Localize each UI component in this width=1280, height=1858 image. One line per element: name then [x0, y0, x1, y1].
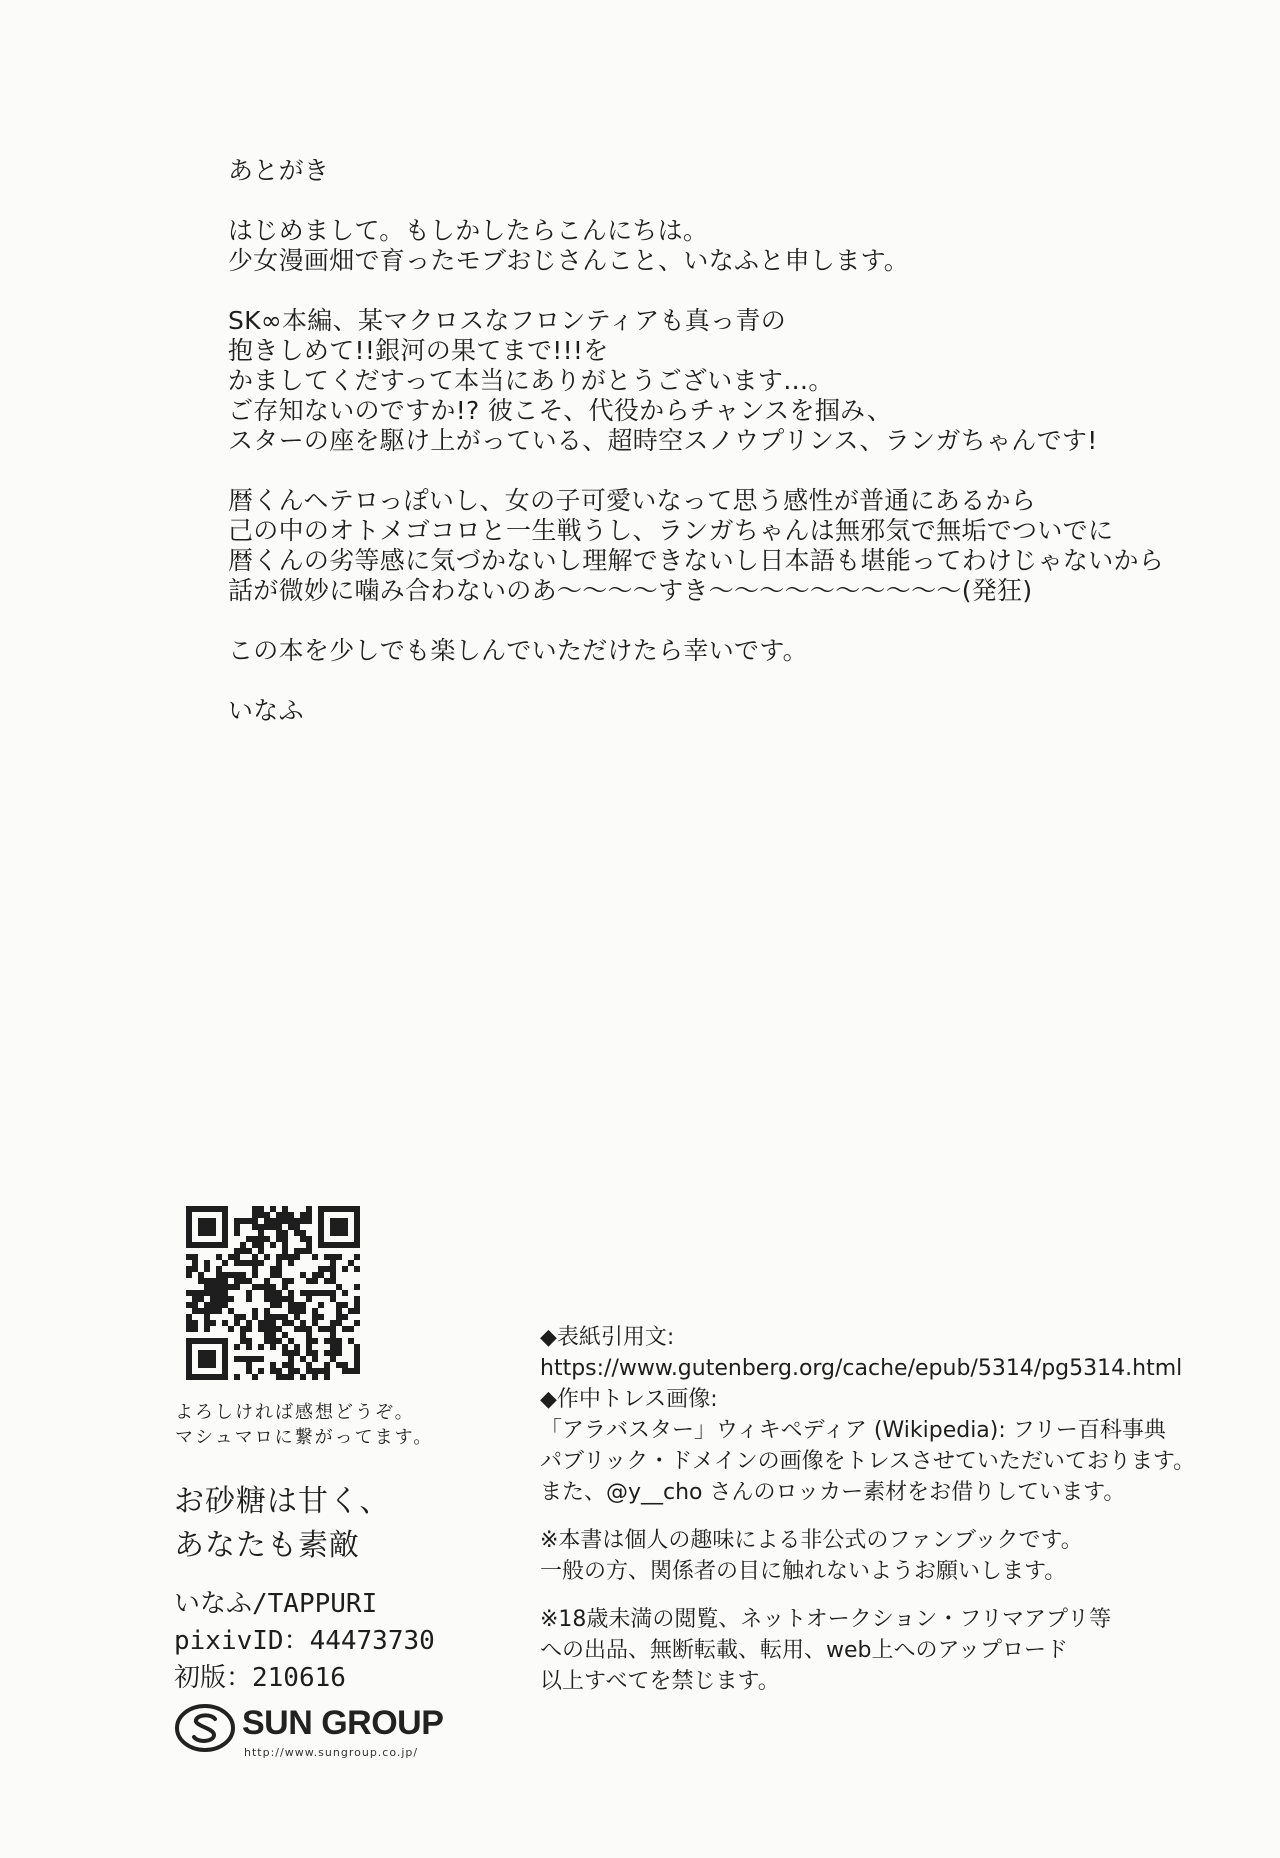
author-circle: いなふ/TAPPURI	[174, 1589, 378, 1619]
qr-caption-line: よろしければ感想どうぞ。	[175, 1402, 415, 1423]
text-line: への出品、無断転載、転用、web上へのアップロード	[540, 1638, 1068, 1663]
book-title	[174, 1480, 514, 1568]
book-title-line: お砂糖は甘く、	[174, 1484, 391, 1519]
text-line: パブリック・ドメインの画像をトレスさせていただいております。	[540, 1449, 1196, 1474]
printer-url: http://www.sungroup.co.jp/	[244, 1746, 419, 1759]
afterword-paragraph-1	[228, 216, 1228, 276]
qr-code-icon[interactable]	[186, 1206, 360, 1380]
text-line: 己の中のオトメゴコロと一生戦うし、ランガちゃんは無邪気で無垢でついでに	[228, 516, 1114, 545]
text-line: また、@y__cho さんのロッカー素材をお借りしています。	[540, 1480, 1126, 1505]
colophon	[174, 1586, 514, 1697]
qr-caption-line: マシュマロに繋がってます。	[175, 1427, 434, 1448]
text-line: スターの座を駆け上がっている、超時空スノウプリンス、ランガちゃんです!	[228, 426, 1098, 455]
afterword-paragraph-3	[228, 486, 1228, 606]
sun-group-logo-icon	[174, 1702, 236, 1754]
text-line: この本を少しでも楽しんでいただけたら幸いです。	[228, 636, 808, 665]
text-line: 抱きしめて!!銀河の果てまで!!!を	[228, 336, 609, 365]
text-line: ※本書は個人の趣味による非公式のファンブックです。	[540, 1528, 1083, 1553]
citation-url: https://www.gutenberg.org/cache/epub/5314/pg5314.html	[540, 1356, 1183, 1381]
text-line: 以上すべてを禁じます。	[540, 1669, 780, 1694]
text-line: はじめまして。もしかしたらこんにちは。	[228, 216, 709, 245]
prohibition-block	[540, 1604, 1240, 1697]
text-line: 暦くんヘテロっぽいし、女の子可愛いなって思う感性が普通にあるから	[228, 486, 1037, 515]
citation-block	[540, 1322, 1240, 1508]
text-line: 話が微妙に噛み合わないのあ～～～～すき～～～～～～～～～～(発狂)	[228, 576, 1033, 605]
text-line: SK∞本編、某マクロスなフロンティアも真っ青の	[228, 306, 786, 335]
pixiv-id: pixivID：44473730	[174, 1626, 435, 1656]
afterword-heading: あとがき	[228, 156, 330, 185]
afterword	[228, 156, 1228, 756]
notes	[540, 1322, 1240, 1714]
text-line: 一般の方、関係者の目に触れないようお願いします。	[540, 1559, 1067, 1584]
text-line: 「アラバスター」ウィキペディア (Wikipedia): フリー百科事典	[540, 1418, 1166, 1443]
book-title-line: あなたも素敵	[174, 1528, 360, 1563]
afterword-paragraph-4	[228, 636, 1228, 666]
afterword-paragraph-2	[228, 306, 1228, 456]
text-line: ◆作中トレス画像:	[540, 1387, 718, 1412]
text-line: ※18歳未満の閲覧、ネットオークション・フリマアプリ等	[540, 1607, 1112, 1632]
first-edition-date: 初版：210616	[174, 1663, 346, 1693]
text-line: ◆表紙引用文:	[540, 1325, 675, 1350]
text-line: 少女漫画畑で育ったモブおじさんこと、いなふと申します。	[228, 246, 910, 275]
text-line: 暦くんの劣等感に気づかないし理解できないし日本語も堪能ってわけじゃないから	[228, 546, 1165, 575]
text-line: ご存知ないのですか!? 彼こそ、代役からチャンスを掴み、	[228, 396, 893, 425]
text-line: かましてくだすって本当にありがとうございます…。	[228, 366, 834, 395]
disclaimer-block	[540, 1525, 1240, 1587]
afterword-signature: いなふ	[228, 696, 304, 725]
printer-logo	[174, 1700, 474, 1764]
qr-caption	[175, 1400, 495, 1450]
printer-name: SUN GROUP	[242, 1704, 444, 1742]
